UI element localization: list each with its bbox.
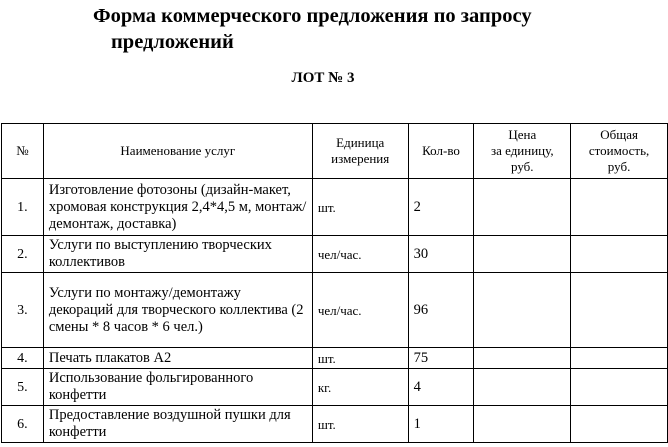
row-unit: шт. (312, 406, 408, 443)
header-price-line: за единицу, (490, 143, 554, 158)
table-row (2, 273, 668, 348)
row-num: 5. (2, 369, 44, 406)
row-name: Печать плакатов А2 (43, 348, 312, 369)
row-name: Предоставление воздушной пушки для конфетти (43, 406, 312, 443)
row-name: Услуги по монтажу/демонтажу декораций для творческого коллектива (2 смены * 8 часов * 6 чел.) (43, 273, 312, 348)
row-qty: 2 (408, 179, 474, 236)
lot-number: ЛОТ № 3 (291, 70, 355, 86)
row-price (474, 236, 571, 273)
row-price (474, 348, 571, 369)
header-price (474, 124, 571, 179)
row-name: Использование фольгированного конфетти (43, 369, 312, 406)
header-price-line: Цена (508, 127, 537, 142)
header-price-line: руб. (511, 159, 534, 174)
row-qty: 30 (408, 236, 474, 273)
row-unit: шт. (312, 348, 408, 369)
row-total (571, 369, 668, 406)
row-unit: кг. (312, 369, 408, 406)
table-row (2, 406, 668, 443)
header-num: № (2, 124, 44, 179)
row-total (571, 179, 668, 236)
table-row (2, 236, 668, 273)
row-qty: 4 (408, 369, 474, 406)
row-qty: 75 (408, 348, 474, 369)
table-row (2, 369, 668, 406)
row-total (571, 236, 668, 273)
row-num: 3. (2, 273, 44, 348)
table-row (2, 179, 668, 236)
row-name: Изготовление фотозоны (дизайн-макет, хромовая конструкция 2,4*4,5 м, монтаж/демонтаж, доставка) (43, 179, 312, 236)
header-total-line: стоимость, (588, 143, 650, 158)
row-qty: 96 (408, 273, 474, 348)
row-num: 4. (2, 348, 44, 369)
table-header-row (2, 124, 668, 179)
header-unit-line: измерения (331, 151, 390, 166)
row-unit: чел/час. (312, 273, 408, 348)
header-qty: Кол-во (408, 124, 474, 179)
row-unit: шт. (312, 179, 408, 236)
header-total (571, 124, 668, 179)
row-num: 6. (2, 406, 44, 443)
row-price (474, 273, 571, 348)
table-row (2, 348, 668, 369)
row-qty: 1 (408, 406, 474, 443)
header-unit (312, 124, 408, 179)
header-total-line: Общая (600, 127, 638, 142)
row-price (474, 406, 571, 443)
header-total-line: руб. (607, 159, 631, 174)
header-unit-line: Единица (336, 135, 385, 150)
header-name: Наименование услуг (43, 124, 312, 179)
row-num: 2. (2, 236, 44, 273)
row-total (571, 348, 668, 369)
row-price (474, 369, 571, 406)
row-name: Услуги по выступлению творческих коллективов (43, 236, 312, 273)
row-num: 1. (2, 179, 44, 236)
row-total (571, 273, 668, 348)
title-line-1: Форма коммерческого предложения по запросу (93, 5, 532, 27)
offer-table (1, 123, 668, 443)
row-price (474, 179, 571, 236)
row-total (571, 406, 668, 443)
title-line-2: предложений (111, 31, 234, 53)
row-unit: чел/час. (312, 236, 408, 273)
